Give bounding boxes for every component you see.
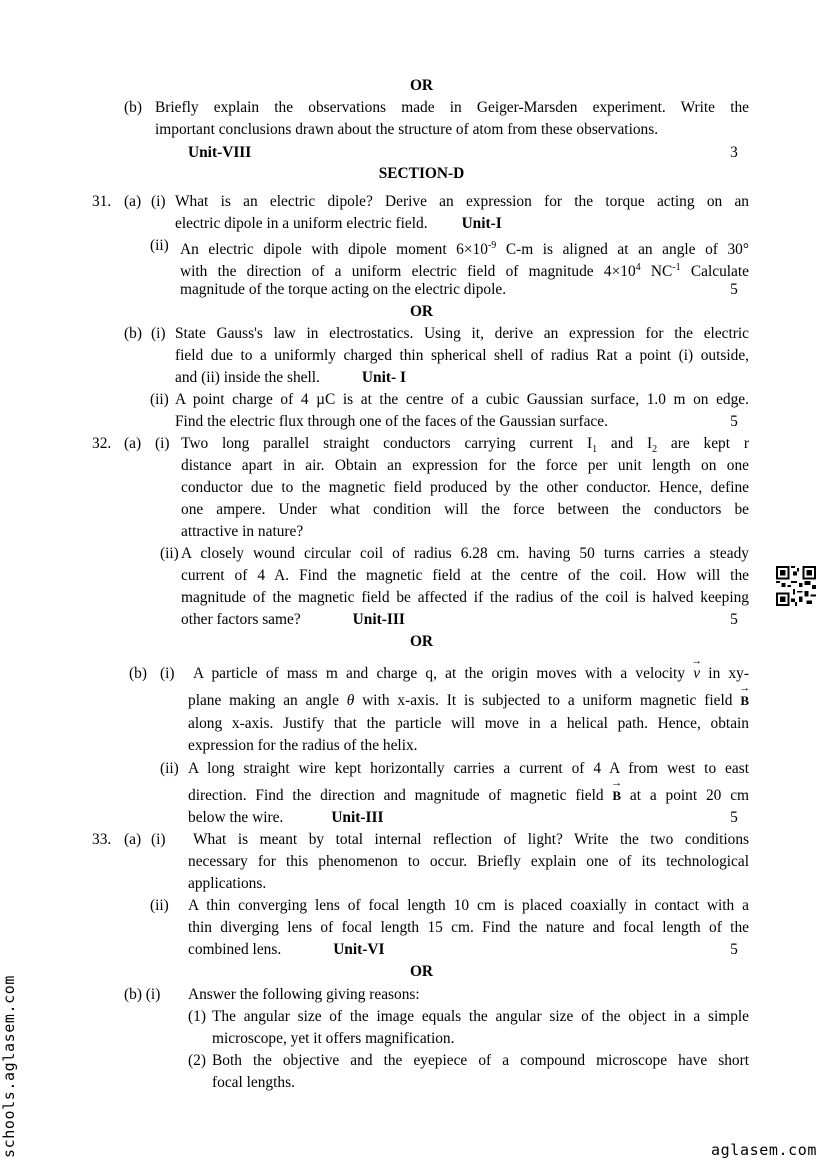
text-span: direction. Find the direction and magnitude of magnetic field (188, 787, 604, 804)
option-label: (b) (124, 99, 142, 116)
question-text: one ampere. Under what condition will the force between the conductors be (181, 501, 749, 518)
question-text: conductor due to the magnetic field produced by the other conductor. Hence, define (181, 479, 749, 496)
question-text: Answer the following giving reasons: (188, 986, 420, 1003)
option-label: (a) (124, 193, 142, 210)
question-text: microscope, yet it offers magnification. (212, 1030, 455, 1047)
question-text: important conclusions drawn about the structure of atom from these observations. (155, 121, 659, 138)
option-label: (b) (129, 665, 147, 682)
question-text: What is meant by total internal reflection of light? Write the two conditions (193, 831, 749, 848)
question-text: focal lengths. (212, 1074, 295, 1091)
subpart-label: (ii) (150, 391, 169, 408)
or-divider: OR (409, 633, 434, 650)
question-text: applications. (188, 875, 267, 892)
superscript: -1 (672, 262, 681, 273)
question-text (175, 368, 406, 388)
magnetic-field-vector: → B (740, 691, 749, 711)
unit-label: Unit-III (352, 611, 405, 628)
velocity-vector: → v (693, 664, 700, 684)
watermark-left: schools.aglasem.com (0, 975, 18, 1158)
text-span: and I (597, 435, 653, 452)
subpart-label: (ii) (160, 545, 179, 562)
superscript: -9 (487, 240, 497, 251)
question-text: necessary for this phenomenon to occur. Briefly explain one of its technological (188, 853, 749, 870)
question-text: What is an electric dipole? Derive an expression for the torque acting on an (175, 193, 749, 210)
option-label: (b) (124, 325, 142, 342)
marks: 5 (730, 941, 738, 958)
question-text: current of 4 A. Find the magnetic field at the centre of the coil. How will the (181, 567, 749, 584)
text-span: are kept r (657, 435, 749, 452)
question-number: 33. (92, 831, 112, 848)
unit-label: Unit-VIII (188, 144, 252, 161)
subpart-label: (ii) (150, 897, 169, 914)
question-text: Briefly explain the observations made in Geiger-Marsden experiment. Write the (155, 99, 749, 116)
unit-label: Unit-I (461, 215, 502, 232)
question-text: A closely wound circular coil of radius 6.28 cm. having 50 turns carries a steady (181, 545, 749, 562)
question-text: along x-axis. Justify that the particle will move in a helical path. Hence, obtain (188, 715, 749, 732)
watermark-right: aglasem.com (711, 1141, 817, 1159)
unit-label: Unit- I (361, 369, 406, 386)
subpart-label: (ii) (150, 237, 169, 254)
subpart-label: (i) (160, 665, 175, 682)
option-label: (a) (124, 435, 142, 452)
text-span: at a point 20 cm (629, 787, 749, 804)
question-text: A long straight wire kept horizontally carries a current of 4 A from west to east (188, 760, 749, 777)
text-span: Calculate (680, 263, 749, 281)
question-text (180, 236, 749, 260)
question-text: State Gauss's law in electrostatics. Using it, derive an expression for the electric (175, 325, 749, 342)
subscript: 2 (652, 444, 658, 456)
subpart-label: (i) (151, 193, 166, 210)
or-divider: OR (409, 77, 434, 94)
question-text-span: electric dipole in a uniform electric field. (175, 215, 428, 232)
question-text (181, 610, 405, 630)
marks: 5 (730, 611, 738, 628)
question-text (180, 258, 749, 282)
text-span: C-m is aligned at an angle of 30° (496, 241, 749, 259)
question-text (193, 664, 749, 684)
question-text-span: below the wire. (188, 809, 284, 826)
question-text-span: other factors same? (181, 611, 301, 628)
question-number: 31. (92, 193, 112, 210)
subpart-label: (i) (155, 435, 170, 452)
question-text (175, 214, 502, 234)
text-span: plane making an angle (188, 692, 339, 709)
option-label: (a) (124, 831, 142, 848)
theta-symbol: θ (346, 692, 355, 709)
question-text: A point charge of 4 µC is at the centre of a cubic Gaussian surface, 1.0 m on edge. (175, 391, 749, 408)
question-number: 32. (92, 435, 112, 452)
or-divider: OR (409, 303, 434, 320)
question-text: attractive in nature? (181, 523, 304, 540)
marks: 3 (730, 144, 738, 161)
question-text (188, 808, 383, 828)
subpart-label: (i) (151, 831, 166, 848)
superscript: 4 (635, 262, 641, 273)
question-text: A thin converging lens of focal length 10 cm is placed coaxially in contact with a (188, 897, 749, 914)
unit-label: Unit-VI (333, 941, 385, 958)
question-text-span: combined lens. (188, 941, 282, 958)
subpart-label: (ii) (160, 760, 179, 777)
unit-label: Unit-III (331, 809, 384, 826)
subscript: 1 (592, 444, 598, 456)
marks: 5 (730, 281, 738, 298)
question-text (188, 940, 385, 960)
question-text: distance apart in air. Obtain an expression for the force per unit length on one (181, 457, 749, 474)
question-text: magnitude of the magnetic field be affected if the radius of the coil is halved keeping (181, 589, 749, 606)
question-text: expression for the radius of the helix. (188, 737, 418, 754)
text-span: A particle of mass m and charge q, at the origin moves with a velocity (193, 665, 686, 682)
text-span: with the direction of a uniform electric field of magnitude 4×10 (180, 263, 636, 281)
qr-code-icon (776, 566, 816, 606)
question-text: Both the objective and the eyepiece of a compound microscope have short (212, 1052, 749, 1069)
question-text (188, 786, 749, 806)
question-text-span: and (ii) inside the shell. (175, 369, 320, 386)
question-text: The angular size of the image equals the angular size of the object in a simple (212, 1008, 749, 1025)
point-number: (1) (188, 1008, 206, 1025)
option-label: (b) (i) (124, 986, 161, 1003)
marks: 5 (730, 809, 738, 826)
magnetic-field-vector: → B (612, 786, 621, 806)
question-text: field due to a uniformly charged thin spherical shell of radius Rat a point (i) outside, (175, 347, 749, 364)
section-heading: SECTION-D (378, 165, 465, 182)
question-text: magnitude of the torque acting on the electric dipole. (180, 281, 507, 298)
question-text: Find the electric flux through one of the faces of the Gaussian surface. (175, 413, 608, 430)
text-span: NC (640, 263, 673, 281)
text-span: in xy- (708, 665, 749, 682)
text-span: An electric dipole with dipole moment 6×10 (180, 241, 488, 259)
or-divider: OR (409, 963, 434, 980)
point-number: (2) (188, 1052, 206, 1069)
question-text: thin diverging lens of focal length 15 cm. Find the nature and focal length of the (188, 919, 749, 936)
text-span: Two long parallel straight conductors carrying current I (181, 435, 593, 452)
text-span: with x-axis. It is subjected to a uniform magnetic field (362, 692, 733, 709)
question-text (188, 691, 749, 711)
marks: 5 (730, 413, 738, 430)
subpart-label: (i) (151, 325, 166, 342)
